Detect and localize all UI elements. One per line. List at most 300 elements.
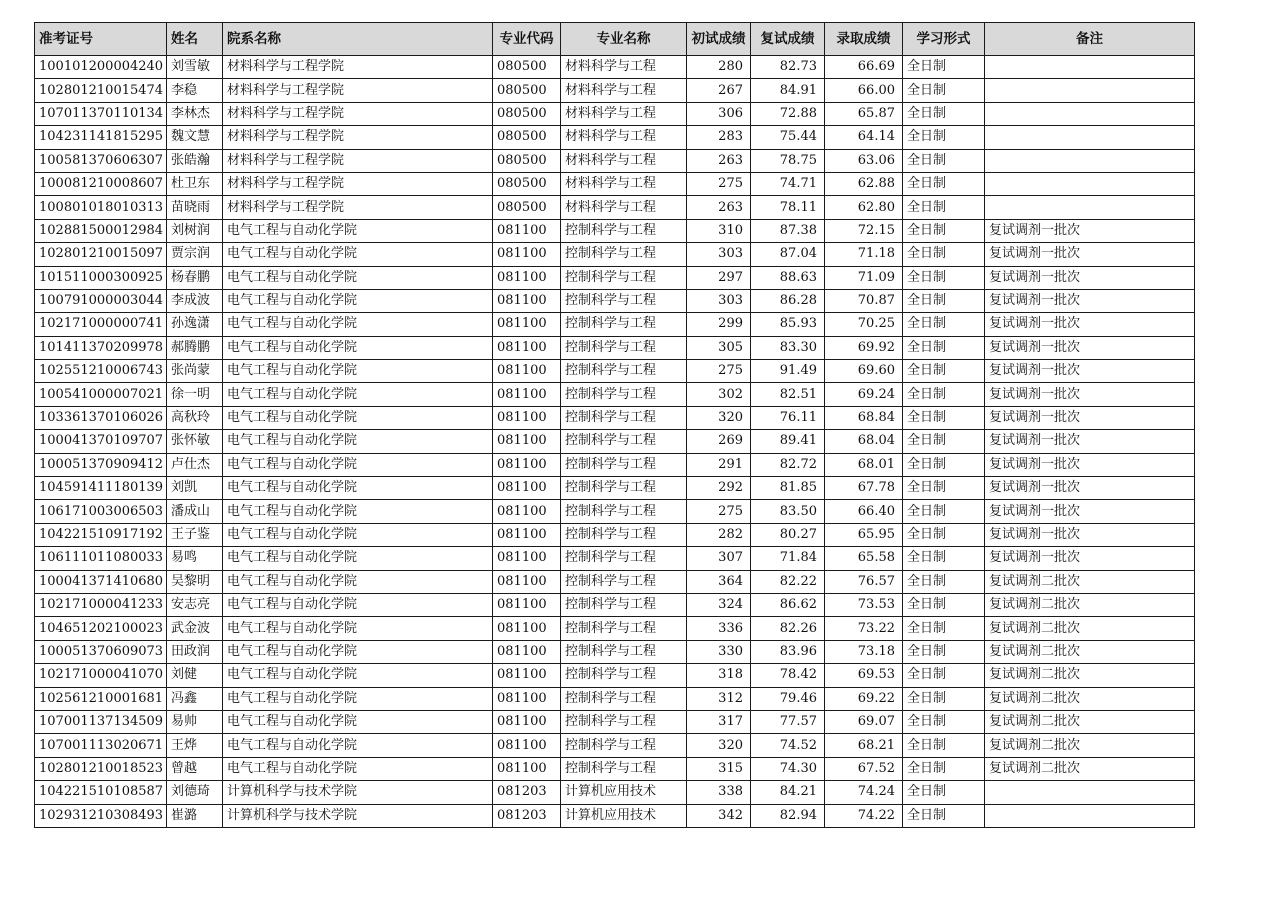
cell-major-code: 081100	[493, 664, 561, 687]
cell-exam-id: 102561210001681	[35, 687, 167, 710]
cell-admission-score: 66.40	[825, 500, 903, 523]
cell-major-code: 080500	[493, 79, 561, 102]
table-row	[35, 664, 1195, 687]
cell-study-mode: 全日制	[903, 336, 985, 359]
header-row	[35, 23, 1195, 56]
cell-study-mode: 全日制	[903, 243, 985, 266]
cell-retest-score: 88.63	[751, 266, 825, 289]
table-header	[35, 23, 1195, 56]
cell-initial-score: 299	[687, 313, 751, 336]
cell-name: 徐一明	[167, 383, 223, 406]
cell-initial-score: 342	[687, 804, 751, 827]
cell-initial-score: 320	[687, 734, 751, 757]
cell-department: 电气工程与自动化学院	[223, 664, 493, 687]
cell-study-mode: 全日制	[903, 781, 985, 804]
table-row	[35, 406, 1195, 429]
cell-study-mode: 全日制	[903, 56, 985, 79]
cell-major-name: 控制科学与工程	[561, 266, 687, 289]
cell-initial-score: 305	[687, 336, 751, 359]
cell-exam-id: 102801210015097	[35, 243, 167, 266]
cell-retest-score: 83.96	[751, 640, 825, 663]
cell-major-name: 控制科学与工程	[561, 430, 687, 453]
cell-name: 杜卫东	[167, 172, 223, 195]
cell-remarks: 复试调剂二批次	[985, 640, 1195, 663]
cell-retest-score: 72.88	[751, 102, 825, 125]
cell-major-code: 081100	[493, 617, 561, 640]
cell-study-mode: 全日制	[903, 523, 985, 546]
cell-name: 孙逸潇	[167, 313, 223, 336]
cell-initial-score: 303	[687, 243, 751, 266]
cell-name: 李林杰	[167, 102, 223, 125]
header-remarks: 备注	[985, 23, 1195, 56]
header-study-mode: 学习形式	[903, 23, 985, 56]
cell-exam-id: 100541000007021	[35, 383, 167, 406]
header-name: 姓名	[167, 23, 223, 56]
cell-remarks	[985, 126, 1195, 149]
cell-remarks: 复试调剂一批次	[985, 430, 1195, 453]
cell-name: 刘雪敏	[167, 56, 223, 79]
cell-initial-score: 275	[687, 360, 751, 383]
cell-name: 刘健	[167, 664, 223, 687]
table-row	[35, 734, 1195, 757]
cell-major-name: 控制科学与工程	[561, 289, 687, 312]
cell-department: 电气工程与自动化学院	[223, 757, 493, 780]
cell-study-mode: 全日制	[903, 547, 985, 570]
cell-major-name: 材料科学与工程	[561, 56, 687, 79]
cell-major-name: 计算机应用技术	[561, 804, 687, 827]
cell-study-mode: 全日制	[903, 172, 985, 195]
cell-remarks: 复试调剂二批次	[985, 617, 1195, 640]
cell-admission-score: 69.24	[825, 383, 903, 406]
cell-admission-score: 62.80	[825, 196, 903, 219]
cell-initial-score: 297	[687, 266, 751, 289]
cell-remarks: 复试调剂一批次	[985, 523, 1195, 546]
cell-major-code: 081100	[493, 593, 561, 616]
cell-retest-score: 82.26	[751, 617, 825, 640]
cell-study-mode: 全日制	[903, 289, 985, 312]
cell-remarks: 复试调剂一批次	[985, 360, 1195, 383]
cell-department: 电气工程与自动化学院	[223, 336, 493, 359]
cell-remarks	[985, 196, 1195, 219]
cell-major-name: 计算机应用技术	[561, 781, 687, 804]
cell-name: 田政润	[167, 640, 223, 663]
cell-major-code: 080500	[493, 196, 561, 219]
cell-initial-score: 302	[687, 383, 751, 406]
header-department: 院系名称	[223, 23, 493, 56]
cell-remarks	[985, 102, 1195, 125]
cell-retest-score: 86.62	[751, 593, 825, 616]
cell-name: 王子鉴	[167, 523, 223, 546]
cell-exam-id: 100581370606307	[35, 149, 167, 172]
cell-remarks: 复试调剂一批次	[985, 547, 1195, 570]
cell-remarks: 复试调剂一批次	[985, 477, 1195, 500]
table-row	[35, 126, 1195, 149]
cell-retest-score: 74.71	[751, 172, 825, 195]
table-row	[35, 500, 1195, 523]
cell-department: 电气工程与自动化学院	[223, 430, 493, 453]
cell-exam-id: 102801210015474	[35, 79, 167, 102]
cell-admission-score: 63.06	[825, 149, 903, 172]
table-row	[35, 523, 1195, 546]
cell-department: 材料科学与工程学院	[223, 56, 493, 79]
cell-remarks	[985, 79, 1195, 102]
cell-exam-id: 102171000000741	[35, 313, 167, 336]
cell-major-name: 控制科学与工程	[561, 453, 687, 476]
cell-major-code: 081100	[493, 313, 561, 336]
cell-name: 贾宗润	[167, 243, 223, 266]
cell-department: 电气工程与自动化学院	[223, 477, 493, 500]
cell-retest-score: 82.73	[751, 56, 825, 79]
cell-retest-score: 79.46	[751, 687, 825, 710]
admission-score-table	[34, 22, 1195, 828]
cell-name: 高秋玲	[167, 406, 223, 429]
cell-remarks: 复试调剂一批次	[985, 453, 1195, 476]
cell-admission-score: 71.09	[825, 266, 903, 289]
cell-retest-score: 82.72	[751, 453, 825, 476]
cell-study-mode: 全日制	[903, 406, 985, 429]
cell-remarks: 复试调剂一批次	[985, 243, 1195, 266]
cell-retest-score: 87.04	[751, 243, 825, 266]
table-row	[35, 430, 1195, 453]
cell-exam-id: 104591411180139	[35, 477, 167, 500]
cell-study-mode: 全日制	[903, 79, 985, 102]
cell-study-mode: 全日制	[903, 757, 985, 780]
table-row	[35, 243, 1195, 266]
table-row	[35, 593, 1195, 616]
cell-department: 电气工程与自动化学院	[223, 710, 493, 733]
cell-admission-score: 65.87	[825, 102, 903, 125]
cell-study-mode: 全日制	[903, 430, 985, 453]
table-row	[35, 149, 1195, 172]
table-row	[35, 360, 1195, 383]
cell-study-mode: 全日制	[903, 126, 985, 149]
table-row	[35, 266, 1195, 289]
table-body	[35, 56, 1195, 828]
cell-major-code: 081100	[493, 243, 561, 266]
cell-department: 电气工程与自动化学院	[223, 266, 493, 289]
cell-name: 李稳	[167, 79, 223, 102]
cell-major-name: 控制科学与工程	[561, 313, 687, 336]
cell-major-code: 081100	[493, 266, 561, 289]
cell-retest-score: 78.11	[751, 196, 825, 219]
cell-admission-score: 74.22	[825, 804, 903, 827]
cell-initial-score: 263	[687, 149, 751, 172]
cell-initial-score: 330	[687, 640, 751, 663]
cell-initial-score: 267	[687, 79, 751, 102]
cell-retest-score: 86.28	[751, 289, 825, 312]
cell-major-name: 控制科学与工程	[561, 640, 687, 663]
table-row	[35, 172, 1195, 195]
cell-name: 刘树润	[167, 219, 223, 242]
cell-major-code: 081100	[493, 219, 561, 242]
cell-department: 材料科学与工程学院	[223, 149, 493, 172]
cell-exam-id: 102881500012984	[35, 219, 167, 242]
cell-major-name: 控制科学与工程	[561, 593, 687, 616]
cell-department: 电气工程与自动化学院	[223, 289, 493, 312]
cell-department: 材料科学与工程学院	[223, 79, 493, 102]
cell-admission-score: 73.22	[825, 617, 903, 640]
cell-remarks: 复试调剂一批次	[985, 406, 1195, 429]
table-row	[35, 383, 1195, 406]
cell-department: 电气工程与自动化学院	[223, 523, 493, 546]
cell-remarks	[985, 149, 1195, 172]
cell-remarks: 复试调剂一批次	[985, 500, 1195, 523]
cell-exam-id: 100801018010313	[35, 196, 167, 219]
cell-admission-score: 73.53	[825, 593, 903, 616]
cell-retest-score: 74.30	[751, 757, 825, 780]
cell-remarks	[985, 56, 1195, 79]
cell-major-name: 材料科学与工程	[561, 79, 687, 102]
cell-name: 魏文慧	[167, 126, 223, 149]
cell-exam-id: 107001113020671	[35, 734, 167, 757]
cell-exam-id: 100041371410680	[35, 570, 167, 593]
table-row	[35, 336, 1195, 359]
cell-name: 郝腾鹏	[167, 336, 223, 359]
cell-retest-score: 71.84	[751, 547, 825, 570]
cell-major-code: 081100	[493, 477, 561, 500]
cell-major-code: 080500	[493, 102, 561, 125]
table-row	[35, 757, 1195, 780]
cell-department: 电气工程与自动化学院	[223, 500, 493, 523]
cell-department: 电气工程与自动化学院	[223, 640, 493, 663]
cell-retest-score: 80.27	[751, 523, 825, 546]
cell-study-mode: 全日制	[903, 102, 985, 125]
cell-name: 张怀敏	[167, 430, 223, 453]
cell-name: 苗晓雨	[167, 196, 223, 219]
cell-department: 计算机科学与技术学院	[223, 781, 493, 804]
cell-major-code: 081100	[493, 523, 561, 546]
cell-major-code: 081100	[493, 734, 561, 757]
cell-exam-id: 102551210006743	[35, 360, 167, 383]
cell-exam-id: 102801210018523	[35, 757, 167, 780]
cell-retest-score: 76.11	[751, 406, 825, 429]
cell-admission-score: 67.52	[825, 757, 903, 780]
cell-exam-id: 101511000300925	[35, 266, 167, 289]
cell-exam-id: 100041370109707	[35, 430, 167, 453]
cell-major-name: 控制科学与工程	[561, 547, 687, 570]
cell-retest-score: 78.75	[751, 149, 825, 172]
cell-major-name: 控制科学与工程	[561, 383, 687, 406]
cell-study-mode: 全日制	[903, 196, 985, 219]
table-row	[35, 781, 1195, 804]
cell-department: 电气工程与自动化学院	[223, 383, 493, 406]
cell-major-name: 控制科学与工程	[561, 523, 687, 546]
cell-exam-id: 107001137134509	[35, 710, 167, 733]
cell-name: 张皓瀚	[167, 149, 223, 172]
table-row	[35, 196, 1195, 219]
cell-department: 电气工程与自动化学院	[223, 734, 493, 757]
cell-study-mode: 全日制	[903, 477, 985, 500]
cell-major-name: 控制科学与工程	[561, 664, 687, 687]
cell-admission-score: 69.92	[825, 336, 903, 359]
table-row	[35, 710, 1195, 733]
cell-admission-score: 70.87	[825, 289, 903, 312]
header-retest-score: 复试成绩	[751, 23, 825, 56]
cell-major-code: 080500	[493, 172, 561, 195]
cell-remarks: 复试调剂一批次	[985, 383, 1195, 406]
cell-remarks: 复试调剂一批次	[985, 219, 1195, 242]
cell-study-mode: 全日制	[903, 804, 985, 827]
cell-name: 吴黎明	[167, 570, 223, 593]
cell-study-mode: 全日制	[903, 664, 985, 687]
cell-name: 刘德琦	[167, 781, 223, 804]
header-major-code: 专业代码	[493, 23, 561, 56]
cell-remarks: 复试调剂二批次	[985, 664, 1195, 687]
header-exam-id: 准考证号	[35, 23, 167, 56]
cell-study-mode: 全日制	[903, 219, 985, 242]
cell-name: 冯鑫	[167, 687, 223, 710]
cell-major-name: 控制科学与工程	[561, 243, 687, 266]
cell-initial-score: 269	[687, 430, 751, 453]
cell-remarks: 复试调剂二批次	[985, 734, 1195, 757]
cell-major-code: 081100	[493, 687, 561, 710]
cell-remarks: 复试调剂二批次	[985, 710, 1195, 733]
cell-remarks: 复试调剂一批次	[985, 266, 1195, 289]
cell-study-mode: 全日制	[903, 593, 985, 616]
cell-major-name: 控制科学与工程	[561, 617, 687, 640]
cell-exam-id: 102171000041233	[35, 593, 167, 616]
table-row	[35, 313, 1195, 336]
cell-remarks	[985, 172, 1195, 195]
header-admission-score: 录取成绩	[825, 23, 903, 56]
cell-major-code: 081203	[493, 804, 561, 827]
cell-study-mode: 全日制	[903, 640, 985, 663]
cell-study-mode: 全日制	[903, 266, 985, 289]
cell-remarks	[985, 804, 1195, 827]
cell-major-name: 控制科学与工程	[561, 406, 687, 429]
cell-major-name: 控制科学与工程	[561, 734, 687, 757]
table-row	[35, 547, 1195, 570]
cell-initial-score: 320	[687, 406, 751, 429]
table-row	[35, 687, 1195, 710]
cell-major-code: 081100	[493, 757, 561, 780]
cell-major-code: 080500	[493, 149, 561, 172]
header-major-name: 专业名称	[561, 23, 687, 56]
cell-name: 刘凯	[167, 477, 223, 500]
cell-major-name: 控制科学与工程	[561, 570, 687, 593]
cell-department: 电气工程与自动化学院	[223, 243, 493, 266]
cell-initial-score: 283	[687, 126, 751, 149]
cell-initial-score: 303	[687, 289, 751, 312]
cell-exam-id: 100101200004240	[35, 56, 167, 79]
cell-name: 安志亮	[167, 593, 223, 616]
cell-initial-score: 263	[687, 196, 751, 219]
cell-major-name: 控制科学与工程	[561, 500, 687, 523]
cell-retest-score: 85.93	[751, 313, 825, 336]
cell-major-code: 081100	[493, 570, 561, 593]
cell-admission-score: 68.04	[825, 430, 903, 453]
cell-retest-score: 91.49	[751, 360, 825, 383]
cell-admission-score: 67.78	[825, 477, 903, 500]
cell-exam-id: 104221510917192	[35, 523, 167, 546]
cell-major-name: 控制科学与工程	[561, 360, 687, 383]
cell-major-code: 081100	[493, 360, 561, 383]
cell-name: 易鸣	[167, 547, 223, 570]
cell-major-name: 控制科学与工程	[561, 336, 687, 359]
cell-initial-score: 292	[687, 477, 751, 500]
cell-department: 材料科学与工程学院	[223, 172, 493, 195]
cell-study-mode: 全日制	[903, 149, 985, 172]
cell-major-code: 081100	[493, 430, 561, 453]
cell-study-mode: 全日制	[903, 453, 985, 476]
cell-admission-score: 76.57	[825, 570, 903, 593]
table-row	[35, 289, 1195, 312]
cell-department: 电气工程与自动化学院	[223, 687, 493, 710]
cell-department: 电气工程与自动化学院	[223, 406, 493, 429]
cell-admission-score: 69.07	[825, 710, 903, 733]
cell-name: 崔潞	[167, 804, 223, 827]
cell-exam-id: 100791000003044	[35, 289, 167, 312]
cell-exam-id: 106111011080033	[35, 547, 167, 570]
cell-exam-id: 102931210308493	[35, 804, 167, 827]
cell-department: 电气工程与自动化学院	[223, 313, 493, 336]
cell-retest-score: 89.41	[751, 430, 825, 453]
table-row	[35, 804, 1195, 827]
cell-major-code: 081100	[493, 500, 561, 523]
cell-department: 电气工程与自动化学院	[223, 360, 493, 383]
cell-major-code: 080500	[493, 56, 561, 79]
cell-admission-score: 66.00	[825, 79, 903, 102]
cell-initial-score: 364	[687, 570, 751, 593]
cell-remarks: 复试调剂二批次	[985, 570, 1195, 593]
cell-department: 材料科学与工程学院	[223, 102, 493, 125]
cell-name: 李成波	[167, 289, 223, 312]
cell-initial-score: 318	[687, 664, 751, 687]
cell-remarks	[985, 781, 1195, 804]
cell-study-mode: 全日制	[903, 383, 985, 406]
cell-study-mode: 全日制	[903, 570, 985, 593]
cell-initial-score: 310	[687, 219, 751, 242]
cell-department: 电气工程与自动化学院	[223, 593, 493, 616]
cell-admission-score: 69.22	[825, 687, 903, 710]
cell-name: 杨春鹏	[167, 266, 223, 289]
cell-major-code: 081100	[493, 547, 561, 570]
cell-admission-score: 72.15	[825, 219, 903, 242]
cell-initial-score: 275	[687, 500, 751, 523]
cell-retest-score: 74.52	[751, 734, 825, 757]
cell-name: 王烨	[167, 734, 223, 757]
cell-initial-score: 280	[687, 56, 751, 79]
cell-retest-score: 82.22	[751, 570, 825, 593]
cell-retest-score: 84.21	[751, 781, 825, 804]
cell-study-mode: 全日制	[903, 710, 985, 733]
cell-retest-score: 84.91	[751, 79, 825, 102]
cell-admission-score: 68.84	[825, 406, 903, 429]
cell-retest-score: 78.42	[751, 664, 825, 687]
cell-exam-id: 103361370106026	[35, 406, 167, 429]
cell-department: 材料科学与工程学院	[223, 196, 493, 219]
cell-department: 电气工程与自动化学院	[223, 547, 493, 570]
cell-major-code: 081100	[493, 336, 561, 359]
cell-study-mode: 全日制	[903, 500, 985, 523]
cell-retest-score: 77.57	[751, 710, 825, 733]
cell-department: 电气工程与自动化学院	[223, 219, 493, 242]
cell-major-name: 控制科学与工程	[561, 477, 687, 500]
cell-department: 电气工程与自动化学院	[223, 617, 493, 640]
cell-retest-score: 82.51	[751, 383, 825, 406]
cell-admission-score: 65.95	[825, 523, 903, 546]
cell-initial-score: 317	[687, 710, 751, 733]
cell-major-name: 控制科学与工程	[561, 219, 687, 242]
cell-retest-score: 75.44	[751, 126, 825, 149]
cell-initial-score: 291	[687, 453, 751, 476]
cell-remarks: 复试调剂二批次	[985, 687, 1195, 710]
cell-major-name: 控制科学与工程	[561, 710, 687, 733]
cell-initial-score: 282	[687, 523, 751, 546]
cell-retest-score: 82.94	[751, 804, 825, 827]
cell-department: 电气工程与自动化学院	[223, 453, 493, 476]
table-row	[35, 79, 1195, 102]
